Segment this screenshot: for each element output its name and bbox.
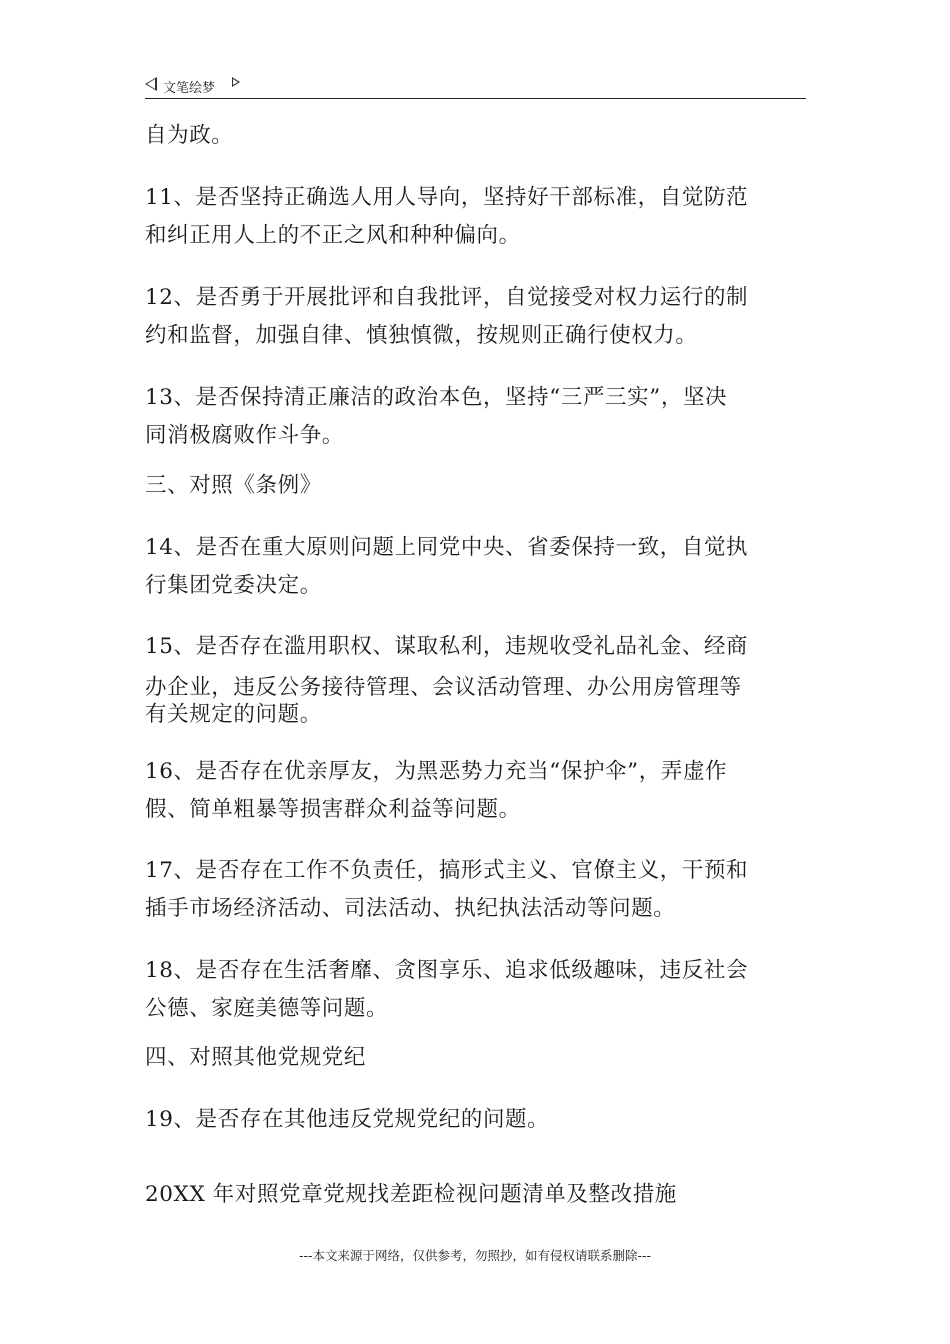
text-line: 插手市场经济活动、司法活动、执纪执法活动等问题。 xyxy=(145,896,676,921)
text-line: 假、简单粗暴等损害群众利益等问题。 xyxy=(145,797,521,822)
paragraph-item-17 xyxy=(145,852,809,928)
triangle-left-icon xyxy=(145,77,157,91)
paragraph-item-16 xyxy=(145,753,809,829)
text-line: 约和监督，加强自律、慎独慎微，按规则正确行使权力。 xyxy=(145,323,698,348)
text-line: 自为政。 xyxy=(145,123,234,148)
header-brand: 文笔绘梦 xyxy=(163,81,216,96)
text-line: 12、是否勇于开展批评和自我批评，自觉接受对权力运行的制 xyxy=(145,285,749,310)
paragraph-continuation xyxy=(145,117,809,155)
paragraph-item-12 xyxy=(145,279,809,355)
text-line: 办企业，违反公务接待管理、会议活动管理、办公用房管理等 xyxy=(145,675,742,700)
text-line: 13、是否保持清正廉洁的政治本色，坚持“三严三实”，坚决 xyxy=(145,385,728,410)
text-line: 11、是否坚持正确选人用人导向，坚持好干部标准，自觉防范 xyxy=(145,185,749,210)
text-line: 20XX 年对照党章党规找差距检视问题清单及整改措施 xyxy=(145,1182,677,1207)
text-line: 19、是否存在其他违反党规党纪的问题。 xyxy=(145,1107,550,1132)
text-line: 四、对照其他党规党纪 xyxy=(145,1045,367,1070)
paragraph-item-18 xyxy=(145,952,809,1028)
paragraph-item-14 xyxy=(145,529,809,605)
text-line: 和纠正用人上的不正之风和种种偏向。 xyxy=(145,223,521,248)
document-title xyxy=(145,1176,809,1214)
triangle-right-icon xyxy=(232,77,240,87)
text-line: 公德、家庭美德等问题。 xyxy=(145,996,389,1021)
paragraph-item-11 xyxy=(145,179,809,255)
text-line: 15、是否存在滥用职权、谋取私利，违规收受礼品礼金、经商 xyxy=(145,634,749,659)
text-line: 有关规定的问题。 xyxy=(145,702,322,727)
text-line: 行集团党委决定。 xyxy=(145,573,322,598)
paragraph-item-19 xyxy=(145,1101,809,1139)
section-heading-4 xyxy=(145,1039,809,1077)
text-line: 17、是否存在工作不负责任，搞形式主义、官僚主义，干预和 xyxy=(145,858,749,883)
page-header xyxy=(145,72,806,99)
text-line: 三、对照《条例》 xyxy=(145,473,322,498)
page-footer-disclaimer: ---本文来源于网络，仅供参考，勿照抄，如有侵权请联系删除--- xyxy=(298,1248,652,1263)
text-line: 14、是否在重大原则问题上同党中央、省委保持一致，自觉执 xyxy=(145,535,749,560)
paragraph-item-15 xyxy=(145,628,809,734)
paragraph-item-13 xyxy=(145,379,809,455)
text-line: 同消极腐败作斗争。 xyxy=(145,423,344,448)
section-heading-3 xyxy=(145,467,809,505)
text-line: 18、是否存在生活奢靡、贪图享乐、追求低级趣味，违反社会 xyxy=(145,958,749,983)
text-line: 16、是否存在优亲厚友，为黑恶势力充当“保护伞”，弄虚作 xyxy=(145,759,728,784)
